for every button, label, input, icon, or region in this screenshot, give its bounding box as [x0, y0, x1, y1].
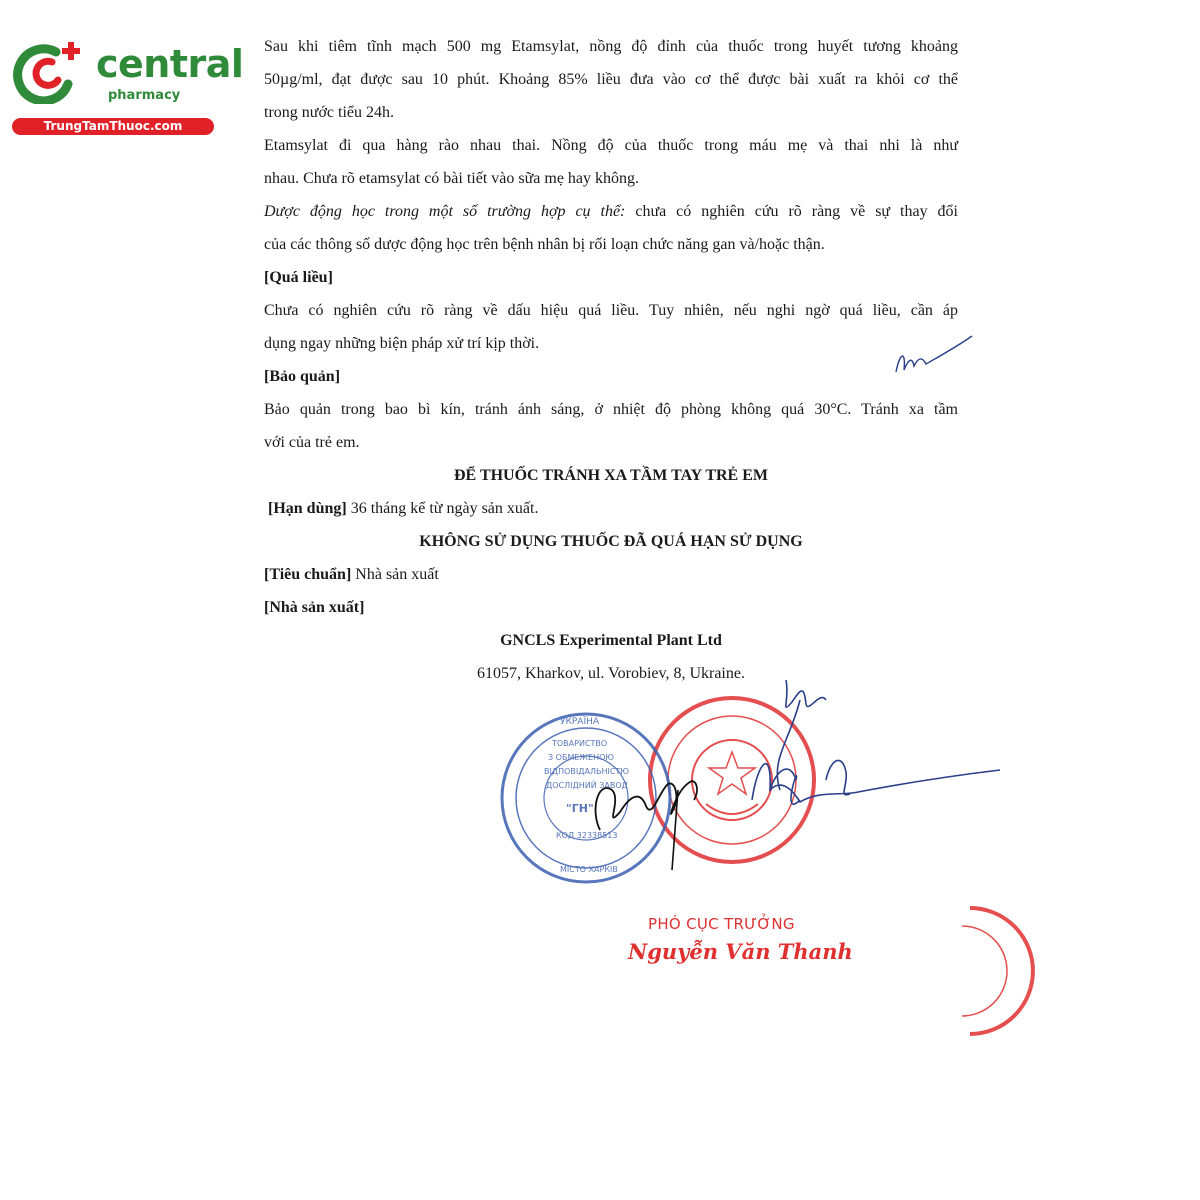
para3-line2: của các thông số dược động học trên bệnh nhân bị rối loạn chức năng gan và/hoặc thận. [264, 236, 825, 253]
manufacturer-heading: [Nhà sản xuất] [264, 599, 365, 616]
para3-line1 [264, 195, 958, 228]
svg-text:ДОСЛІДНИЙ ЗАВОД: ДОСЛІДНИЙ ЗАВОД [546, 781, 628, 790]
para1-line3: trong nước tiểu 24h. [264, 104, 394, 121]
manufacturer-signature [596, 781, 697, 830]
central-pharmacy-logo [8, 36, 244, 136]
warning-expired: KHÔNG SỬ DỤNG THUỐC ĐÃ QUÁ HẠN SỬ DỤNG [419, 533, 803, 550]
overdose-heading: [Quá liều] [264, 269, 333, 286]
expiry-value: 36 tháng kể từ ngày sản xuất. [346, 500, 539, 517]
svg-text:ВІДПОВІДАЛЬНІСТЮ: ВІДПОВІДАЛЬНІСТЮ [544, 767, 629, 776]
standard-line [264, 558, 958, 591]
standard-label: [Tiêu chuẩn] [264, 566, 352, 583]
official-block [600, 915, 860, 964]
red-official-stamp [650, 698, 814, 862]
expiry-line [264, 492, 958, 525]
storage-line2: với của trẻ em. [264, 434, 360, 451]
pharmacy-cross-icon [12, 38, 86, 104]
svg-text:КОД 32338513: КОД 32338513 [556, 831, 618, 840]
svg-text:З ОБМЕЖЕНОЮ: З ОБМЕЖЕНОЮ [548, 753, 615, 762]
para3-rest: chưa có nghiên cứu rõ ràng về sự thay đổi [625, 203, 959, 220]
logo-sub-text: pharmacy [108, 88, 181, 103]
storage-line1: Bảo quản trong bao bì kín, tránh ánh sáng, ở nhiệt độ phòng không quá 30°C. Tránh xa tầm [264, 401, 958, 418]
logo-brand-text: central [96, 42, 244, 86]
para1-line1: Sau khi tiêm tĩnh mạch 500 mg Etamsylat, nồng độ đỉnh của thuốc trong huyết tương khoảng [264, 38, 958, 55]
logo-site-bar: TrungTamThuoc.com [12, 118, 214, 135]
para2-line2: nhau. Chưa rõ etamsylat có bài tiết vào sữa mẹ hay không. [264, 170, 640, 187]
blue-company-stamp [502, 714, 670, 882]
warning-children: ĐỂ THUỐC TRÁNH XA TẦM TAY TRẺ EM [454, 467, 768, 484]
standard-value: Nhà sản xuất [351, 566, 439, 583]
svg-text:МІСТО ХАРКІВ: МІСТО ХАРКІВ [560, 865, 618, 874]
manufacturer-name: GNCLS Experimental Plant Ltd [500, 632, 722, 649]
expiry-label: [Hạn dùng] [268, 500, 347, 517]
svg-text:ТОВАРИСТВО: ТОВАРИСТВО [552, 739, 608, 748]
para1-line2: 50µg/ml, đạt được sau 10 phút. Khoảng 85% liều đưa vào cơ thể được bài xuất ra khỏi cơ thể [264, 71, 958, 88]
para2-line1: Etamsylat đi qua hàng rào nhau thai. Nồng độ của thuốc trong máu mẹ và thai nhi là như [264, 137, 958, 154]
official-name: Nguyễn Văn Thanh [628, 939, 853, 964]
svg-text:УКРАЇНА: УКРАЇНА [560, 717, 600, 727]
official-title: PHÓ CỤC TRƯỞNG [648, 915, 795, 933]
manufacturer-address: 61057, Kharkov, ul. Vorobiev, 8, Ukraine. [477, 665, 745, 682]
partial-red-stamp [962, 908, 1033, 1034]
svg-text:"ГН": "ГН" [566, 802, 594, 815]
overdose-line2: dụng ngay những biện pháp xử trí kịp thời. [264, 335, 540, 352]
document-body [264, 30, 958, 690]
para3-italic: Dược động học trong một số trường hợp cụ thể: [264, 203, 626, 220]
storage-heading: [Bảo quản] [264, 368, 341, 385]
overdose-line1: Chưa có nghiên cứu rõ ràng về dấu hiệu quá liều. Tuy nhiên, nếu nghi ngờ quá liều, cần áp [264, 302, 958, 319]
